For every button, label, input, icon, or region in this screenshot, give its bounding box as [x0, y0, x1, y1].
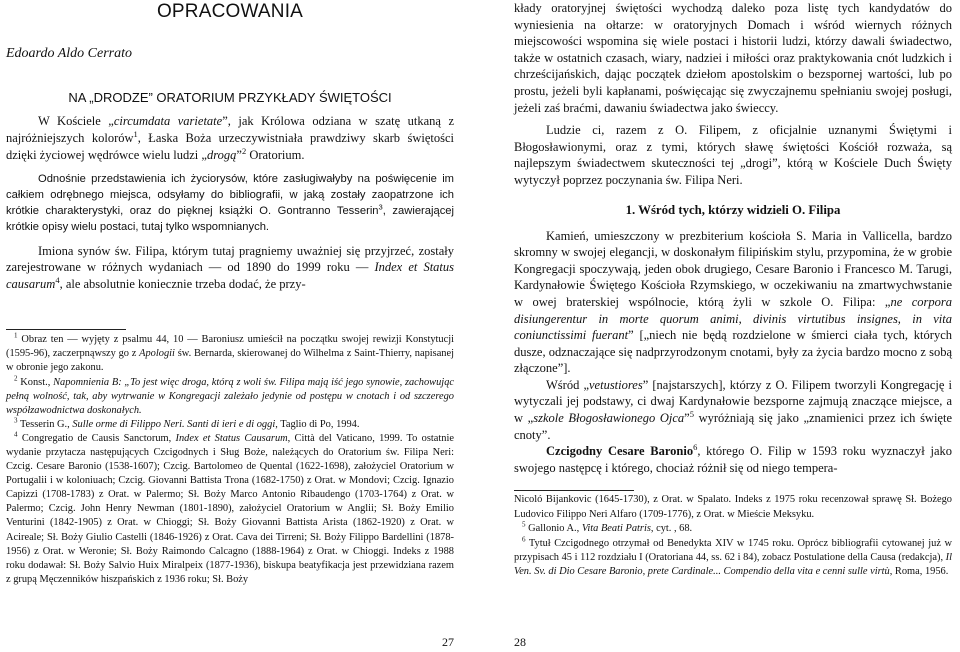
footnote-3: $^3$ Tesserin G., Sulle orme di Filippo Neri. Santi di ieri e di oggi, Taglio di Po, 1994.	[14, 416, 360, 430]
paragraph-names: Imiona synów św. Filipa, którym tutaj pragniemy uważniej się przyjrzeć, zostały zarejestrowane w różnych wydaniach — od 1890 do 1999 roku — Index et Status causarum$^4$, ale absolutnie koniecznie trzeba dodać, że przy-	[6, 243, 455, 292]
footnote-ref-1[interactable]: 1	[133, 128, 138, 139]
paragraph-vetustiores: Wśród „vetustiores” [najstarszych], którzy z O. Filipem tworzyli Kongregację i wytyczali jej podstawy, ci dwaj Kardynałowie bezsporne zajmują znaczące miejsce, a w „szkole Błogosławionego Ojca”$^5$ wyróżniają się jako „znamienici przez ich święte cnoty”.	[514, 377, 953, 442]
footnote-ref-2[interactable]: 2	[241, 145, 247, 156]
footnote-ref-3[interactable]: 3	[378, 202, 383, 212]
footnote-divider	[6, 329, 126, 330]
page-number-left: 27	[442, 635, 454, 649]
footnote-ref-5[interactable]: 5	[689, 408, 694, 419]
paragraph-baronio: Czcigodny Cesare Baronio$^6$, którego O. Filip w 1593 roku wyznaczył jako swojego następcę i którego, chociaż różnił się od niego tempera-	[514, 442, 952, 475]
footnote-continued: Nicoló Bijankovic (1645-1730), z Orat. w Spalato. Indeks z 1975 roku recenzował sprawę Sł. Bożego Ludovico Filippo Neri Alfaro (1709-1776), z Orat. w Mieście Meksyku.	[514, 494, 952, 520]
article-title: NA „DRODZE” ORATORIUM PRZYKŁADY ŚWIĘTOŚCI	[68, 90, 392, 105]
footnote-4: $^4$ Congregatio de Causis Sanctorum, Index et Status Causarum, Città del Vaticano, 1999. To ostatnie wydanie przytacza następujących Czcigodnych i Sług Boże, należących do Oratorium św. Filipa Neri: Czcig. Cesare Baronio (1538-1607); Czcig. Bartolomeo de Quental (1622-1698), założyciel Oratorium w Portugalii i w koloniuach; Czcig. Giovanni Battista Trona (1682-1750) z Orat. w Mondovi; Czcig. Ignazio Capizzi (1708-1783) z Orat. w Palermo; Sł. Boży Marco Antonio Ribaudengo (1703-1764) z Orat. w Palermo; Czcig. John Henry Newman (1801-1890), założyciel Oratorium w Anglii; Sł. Boży Emilio Venturini (1842-1905) z Orat. w Chioggi; Sł. Boży Giovanni Battista Arista (1862-1920) z Orat. w Acireale; Sł. Boży Giulio Castelli (1846-1926) z Orat. Cava dei Tirreni; Sł. Boży Filippo Bardellini (1878-1956) z Orat. w Weronie; Sł. Boży Raimondo Calcagno (1888-1964) z Orat. w Chioggi. Indeks z 1988 roku dodawał: Sł. Boży Salvio Huix Miralpeix (1877-1936), biskupa beatyfikacja jest przewidziana razem z grupą Męczenników hiszpańskich z 1936 roku; Sł. Boży	[6, 430, 454, 585]
section-heading: 1. Wśród tych, którzy widzieli O. Filipa	[625, 202, 841, 217]
left-page	[0, 0, 468, 652]
paragraph-continuation: kłady oratoryjnej świętości wychodzą daleko poza listę tych kandydatów do wyniesienia na ołtarze: w oratoryjnych Domach i wśród wiernych różnych miejscowości wspomina się wiele postaci i historii ludzi, którzy dawali świadectwo, także w ostatnich czasach, wiary, nadziei i miłości oraz praktykowania cnót ludzkich i chrześcijańskich, dając początek dziełom apostolskim o bezspornej wartości, lub po prostu, jeżeli byli kapłanami, poświęcając się zwyczajnemu spełnianiu swojej posługi, jeżeli zaś braćmi, dawaniu świadectwa jako świeccy.	[514, 1, 952, 115]
footnote-ref-6[interactable]: 6	[693, 442, 698, 453]
paragraph-intro: W Kościele „circumdata varietate”, jak Królowa odziana w szatę utkaną z najróżniejszych kolorów$^1$, Łaska Boża urzeczywistniała prawdziwy skarb świętości dzięki życiowej wędrówce wielu ludzi „drogą”$^2$ Oratorium.	[6, 114, 454, 162]
footnote-ref-4[interactable]: 4	[55, 275, 60, 286]
footnote-6: $^6$ Tytuł Czcigodnego otrzymał od Benedykta XIV w 1745 roku. Oprócz bibliografii cytowanej już w przypisach 45 i 112 rozdziału I (Oratoriana 44, ss. 62 i 84), zobacz Postulatione della Causa (redakcja), Il Ven. Sv. di Dio Cesare Baronio, prete Cardinale... Compendio della vita e cenni sulle virtù, Roma, 1956.	[514, 535, 952, 578]
right-page	[500, 0, 960, 652]
paragraph-stone: Kamień, umieszczony w prezbiterium kościoła S. Maria in Vallicella, bardzo skromny w swojej elegancji, w doskonałym filipińskim stylu, przypomina, że w grobie Kongregacji spoczywają, jeden obok drugiego, Cesare Baronio i Francesco M. Tarugi, Kardynałowie Świętego Kościoła Rzymskiego, w oczekiwaniu na zmartwychwstanie w owej braterskiej wspólnocie, którą żyli w szkole O. Filipa: „ne corpora disiungerentur in morte quorum animi, divinis virtutibus insignes, in vita coniunctissimi fuerant” [„niech nie będą rozdzielone w śmierci ciała tych, których dusze, odznaczające się nadprzyrodzonym cnotami, były za życia bardzo mocno z sobą złączone”].	[514, 228, 953, 376]
section-title: OPRACOWANIA	[156, 1, 304, 22]
paragraph-witness: Ludzie ci, razem z O. Filipem, z oficjalnie uznanymi Świętymi i Błogosławionymi, oraz z tymi, których sławę świętości Kościół rozważa, są najlepszym świadectwem skuteczności tej „drogi”, którą w Kościele Duch Święty wytyczył poprzez poczynania św. Filipa Neri.	[514, 123, 952, 187]
footnote-divider-right	[514, 490, 634, 491]
footnote-2: $^2$ Konst., Napomnienia B: „To jest więc droga, którą z woli św. Filipa mają iść jego synowie, zachowując pełną wolność, tak, aby wytrwanie w Kongregacji zależało jedynie od postępu w cnotach i od szczerego współzawodnictwa doskonałych.	[6, 374, 455, 416]
footnote-1: $^1$ Obraz ten — wyjęty z psalmu 44, 10 — Baroniusz umieścił na początku swojej rewizji Konstytucji (1595-96), zaczerpnąwszy go z Apologii św. Bernarda, skierowanej do Wilhelma z Saint-Thierry, napisanej w obronie jego zakonu.	[6, 331, 454, 374]
author-name: Edoardo Aldo Cerrato	[6, 46, 133, 61]
paragraph-biographies: Odnośnie przedstawienia ich życiorysów, które zasługiwałyby na poświęcenie im całkiem odrębnego miejsca, odsyłamy do bibliografii, w jaką zostały zaopatrzone ich krótkie charakterystyki, oraz do pięknej książki O. Gontranno Tesserin$^3$, zawierającej krótkie opisy wielu postaci, tutaj tylko wspomnianych.	[6, 172, 454, 234]
footnote-5: $^5$ Gallonio A., Vita Beati Patris, cyt. , 68.	[522, 520, 693, 535]
page-number-right: 28	[514, 635, 526, 649]
